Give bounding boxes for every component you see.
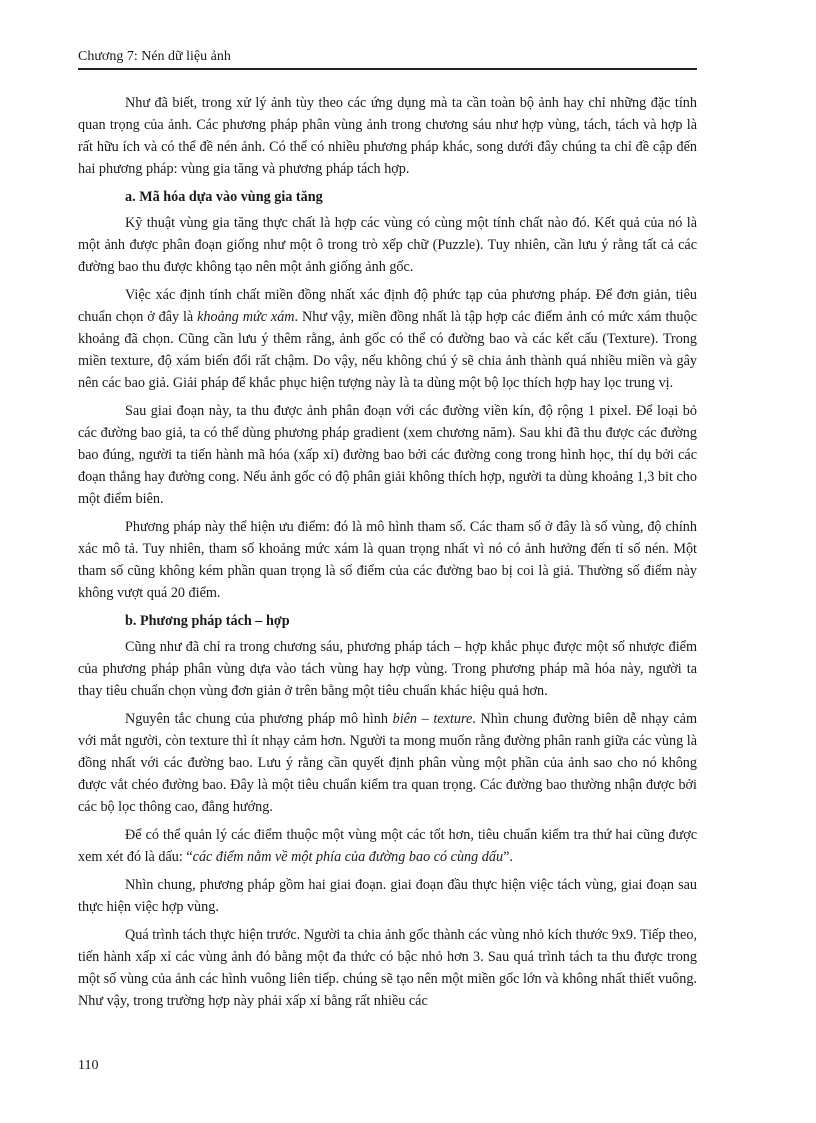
page-header <box>78 48 697 66</box>
text-run: ”. <box>503 849 513 865</box>
text-run: Nguyên tắc chung của phương pháp mô hình <box>125 711 393 727</box>
text-run: . Nhìn chung đường biên dễ nhạy cảm với mắt người, còn texture thì ít nhạy cảm hơn. Người ta mong muốn rằng đường phân ranh giữa các vùng là đồng nhất với các đường bao. Lưu ý rằng cần quyết định phân vùng một phần của ảnh sao cho nó không được vắt chéo đường bao. Đây là một tiêu chuẩn kiểm tra quan trọng. Các đường bao thường nhận được bởi các bộ lọc thông cao, đẳng hướng. <box>78 711 698 815</box>
paragraph-split-merge: Cũng như đã chỉ ra trong chương sáu, phương pháp tách – hợp khắc phục được một số nhược điểm của phương pháp phân vùng dựa vào tách vùng hay hợp vùng. Trong phương pháp mã hóa này, người ta thay tiêu chuẩn chọn vùng đơn giản ở trên bằng một tiêu chuẩn khác hiệu quả hơn. <box>78 639 697 699</box>
chapter-title: Chương 7: Nén dữ liệu ảnh <box>78 49 231 64</box>
section-heading-a: a. Mã hóa dựa vào vùng gia tăng <box>125 189 323 205</box>
paragraph-intro: Như đã biết, trong xử lý ảnh tùy theo các ứng dụng mà ta cần toàn bộ ảnh hay chỉ những đặc tính quan trọng của ảnh. Các phương pháp phân vùng ảnh trong chương sáu như hợp vùng, tách, tách và hợp là rất hữu ích và có thể đề nén ảnh. Có thể có nhiều phương pháp khác, song dưới đây chúng ta chỉ đề cập đến hai phương pháp: vùng gia tăng và phương pháp tách hợp. <box>78 95 697 177</box>
paragraph-sign-criterion <box>78 824 697 868</box>
paragraph-edge-texture <box>78 708 697 818</box>
emphasis-text: các điểm nằm về một phía của đường bao có cùng dấu <box>192 849 504 865</box>
section-heading-b: b. Phương pháp tách – hợp <box>125 613 290 629</box>
text-run: . Như vậy, miền đồng nhất là tập hợp các điểm ảnh có mức xám thuộc khoảng đã chọn. Cũng cần lưu ý thêm rằng, ảnh gốc có thể có đường bao và các kết cấu (Texture). Trong miền texture, độ xám biến đổi rất chậm. Do vậy, nếu không chú ý sẽ chia ảnh thành quá nhiều miền và gây nên các bao giả. Giải pháp để khắc phục hiện tượng này là ta dùng một bộ lọc thích hợp hay lọc trung vị. <box>78 309 697 391</box>
paragraph-boundary-coding: Sau giai đoạn này, ta thu được ảnh phân đoạn với các đường viền kín, độ rộng 1 pixel. Để loại bỏ các đường bao giả, ta có thể dùng phương pháp gradient (xem chương năm). Sau khi đã thu được các đường bao đúng, người ta tiến hành mã hóa (xấp xỉ) đường bao bởi các đường cong trong hình học, thí dụ bởi các đoạn thẳng hay đường cong. Nếu ảnh gốc có độ phân giải không thích hợp, người ta dùng khoảng 1,3 bit cho một điểm biên. <box>78 403 697 507</box>
emphasis-text: biên – texture <box>392 711 473 727</box>
paragraph-region-growing: Kỹ thuật vùng gia tăng thực chất là hợp các vùng có cùng một tính chất nào đó. Kết quả của nó là một ảnh được phân đoạn giống như một ô trong trò xếp chữ (Puzzle). Tuy nhiên, cần lưu ý rằng tất cả các đường bao thu được không tạo nên một ảnh giống ảnh gốc. <box>78 215 697 275</box>
paragraph-homogeneity <box>78 284 697 394</box>
paragraph-two-phases: Nhìn chung, phương pháp gồm hai giai đoạn. giai đoạn đầu thực hiện việc tách vùng, giai đoạn sau thực hiện việc hợp vùng. <box>78 877 697 915</box>
emphasis-text: khoảng mức xám <box>197 309 295 325</box>
header-rule <box>78 68 697 70</box>
text-run: Để có thể quản lý các điểm thuộc một vùng một các tốt hơn, tiêu chuẩn kiểm tra thứ hai cũng được xem xét đó là dấu: “ <box>78 827 697 865</box>
paragraph-split-process: Quá trình tách thực hiện trước. Người ta chia ảnh gốc thành các vùng nhỏ kích thước 9x9. Tiếp theo, tiến hành xấp xỉ các vùng ảnh đó bằng một đa thức có bậc nhỏ hơn 3. Sau quá trình tách ta thu được trong một số vùng của ảnh các hình vuông liên tiếp. chúng sẽ tạo nên một miền gốc lớn và không nhất thiết vuông. Như vậy, trong trường hợp này phải xấp xỉ bằng rất nhiều các <box>78 927 697 1009</box>
text-run: Việc xác định tính chất miền đồng nhất xác định độ phức tạp của phương pháp. Để đơn giản, tiêu chuẩn chọn ở đây là <box>78 287 697 325</box>
paragraph-parameters: Phương pháp này thể hiện ưu điểm: đó là mô hình tham số. Các tham số ở đây là số vùng, độ chính xác mô tả. Tuy nhiên, tham số khoảng mức xám là quan trọng nhất vì nó có ảnh hưởng đến tỉ số nén. Một tham số cũng không kém phần quan trọng là số điểm của các đường bao bị coi là giả. Thường số điểm này không vượt quá 20 điểm. <box>78 519 697 601</box>
page-body <box>78 92 697 1018</box>
page-number: 110 <box>78 1058 99 1073</box>
